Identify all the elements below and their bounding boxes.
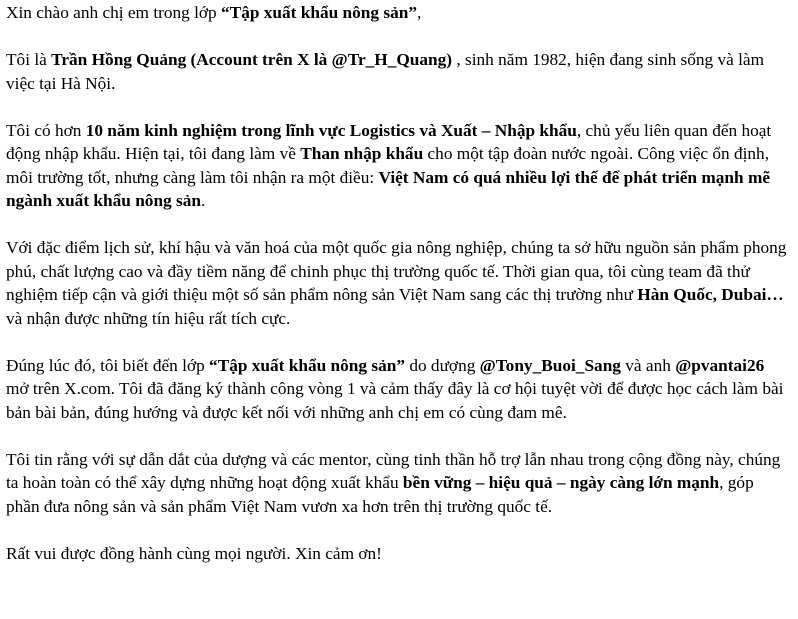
intro-text-end: , sinh năm 1982, hiện đang sinh sống và làm việc tại Hà Nội. [6,50,765,93]
sustainable-highlight: bền vững – hiệu quả – ngày càng lớn mạnh [402,473,720,492]
markets-text-1: Với đặc điểm lịch sử, khí hậu và văn hoá của một quốc gia nông nghiệp, chúng ta sở hữu nguồn sản phẩm phong phú, chất lượng cao và đầy tiềm năng để chinh phục thị trường quốc tế. Thời gian qua, tôi cùng team đã thử nghiệm tiếp cận và giới thiệu một số sản phẩm nông sản Việt Nam sang các thị trường như [6,238,787,304]
vietnam-advantage-highlight: Việt Nam có quá nhiều lợi thế để phát triển mạnh mẽ ngành xuất khẩu nông sản [6,167,771,210]
mentor-handle-pvantai: @pvantai26 [675,355,765,375]
closing-text: Rất vui được đồng hành cùng mọi người. Xin cảm ơn! [6,543,382,563]
coal-import-highlight: Than nhập khẩu [300,144,424,163]
author-name-highlight: Trần Hồng Quảng (Account trên X là @Tr_H_Quang) [51,50,453,69]
experience-text-2: , chủ yếu liên quan đến hoạt động nhập khẩu. Hiện tại, tôi đang làm về [6,120,772,163]
mentor-handle-tony: @Tony_Buoi_Sang [479,355,621,375]
greeting-paragraph [6,1,790,25]
belief-paragraph [6,448,790,519]
experience-text-1: Tôi có hơn [6,120,86,140]
experience-text-3: cho một tập đoàn nước ngoài. Công việc ổn định, môi trường tốt, nhưng càng làm tôi nhận ra một điều: [6,144,770,187]
experience-paragraph [6,119,790,213]
markets-text-end: và nhận được những tín hiệu rất tích cực. [6,308,291,328]
class-text-end: mở trên X.com. Tôi đã đăng ký thành công vòng 1 và cảm thấy đây là cơ hội tuyệt vời để được học cách làm bài bản bài bản, đúng hướng và được kết nối với những anh chị em có cùng đam mê. [6,379,784,422]
experience-years-highlight: 10 năm kinh nghiệm trong lĩnh vực Logistics và Xuất – Nhập khẩu [85,120,577,140]
intro-text-start: Tôi là [6,50,52,69]
intro-paragraph [6,48,790,95]
greeting-text: Xin chào anh chị em trong lớp [6,3,222,22]
belief-text-end: , góp phần đưa nông sản và sản phẩm Việt Nam vươn xa hơn trên thị trường quốc tế. [6,473,754,516]
class-discovery-paragraph [6,354,790,425]
class-text-1: Đúng lúc đó, tôi biết đến lớp [6,355,210,375]
class-name-highlight: “Tập xuất khẩu nông sản” [221,3,417,22]
belief-text-1: Tôi tin rằng với sự dẫn dắt của dượng và các mentor, cùng tinh thần hỗ trợ lẫn nhau trong cộng đồng này, chúng ta hoàn toàn có thể xây dựng những hoạt động xuất khẩu [6,449,781,492]
class-text-3: và anh [620,355,676,375]
markets-paragraph [6,236,790,330]
experience-text-end: . [201,191,206,210]
markets-highlight: Hàn Quốc, Dubai… [637,285,784,304]
greeting-punctuation: , [416,3,422,22]
class-name-highlight-2: “Tập xuất khẩu nông sản” [209,355,405,375]
class-text-2: do dượng [405,355,480,375]
closing-paragraph [6,542,790,566]
